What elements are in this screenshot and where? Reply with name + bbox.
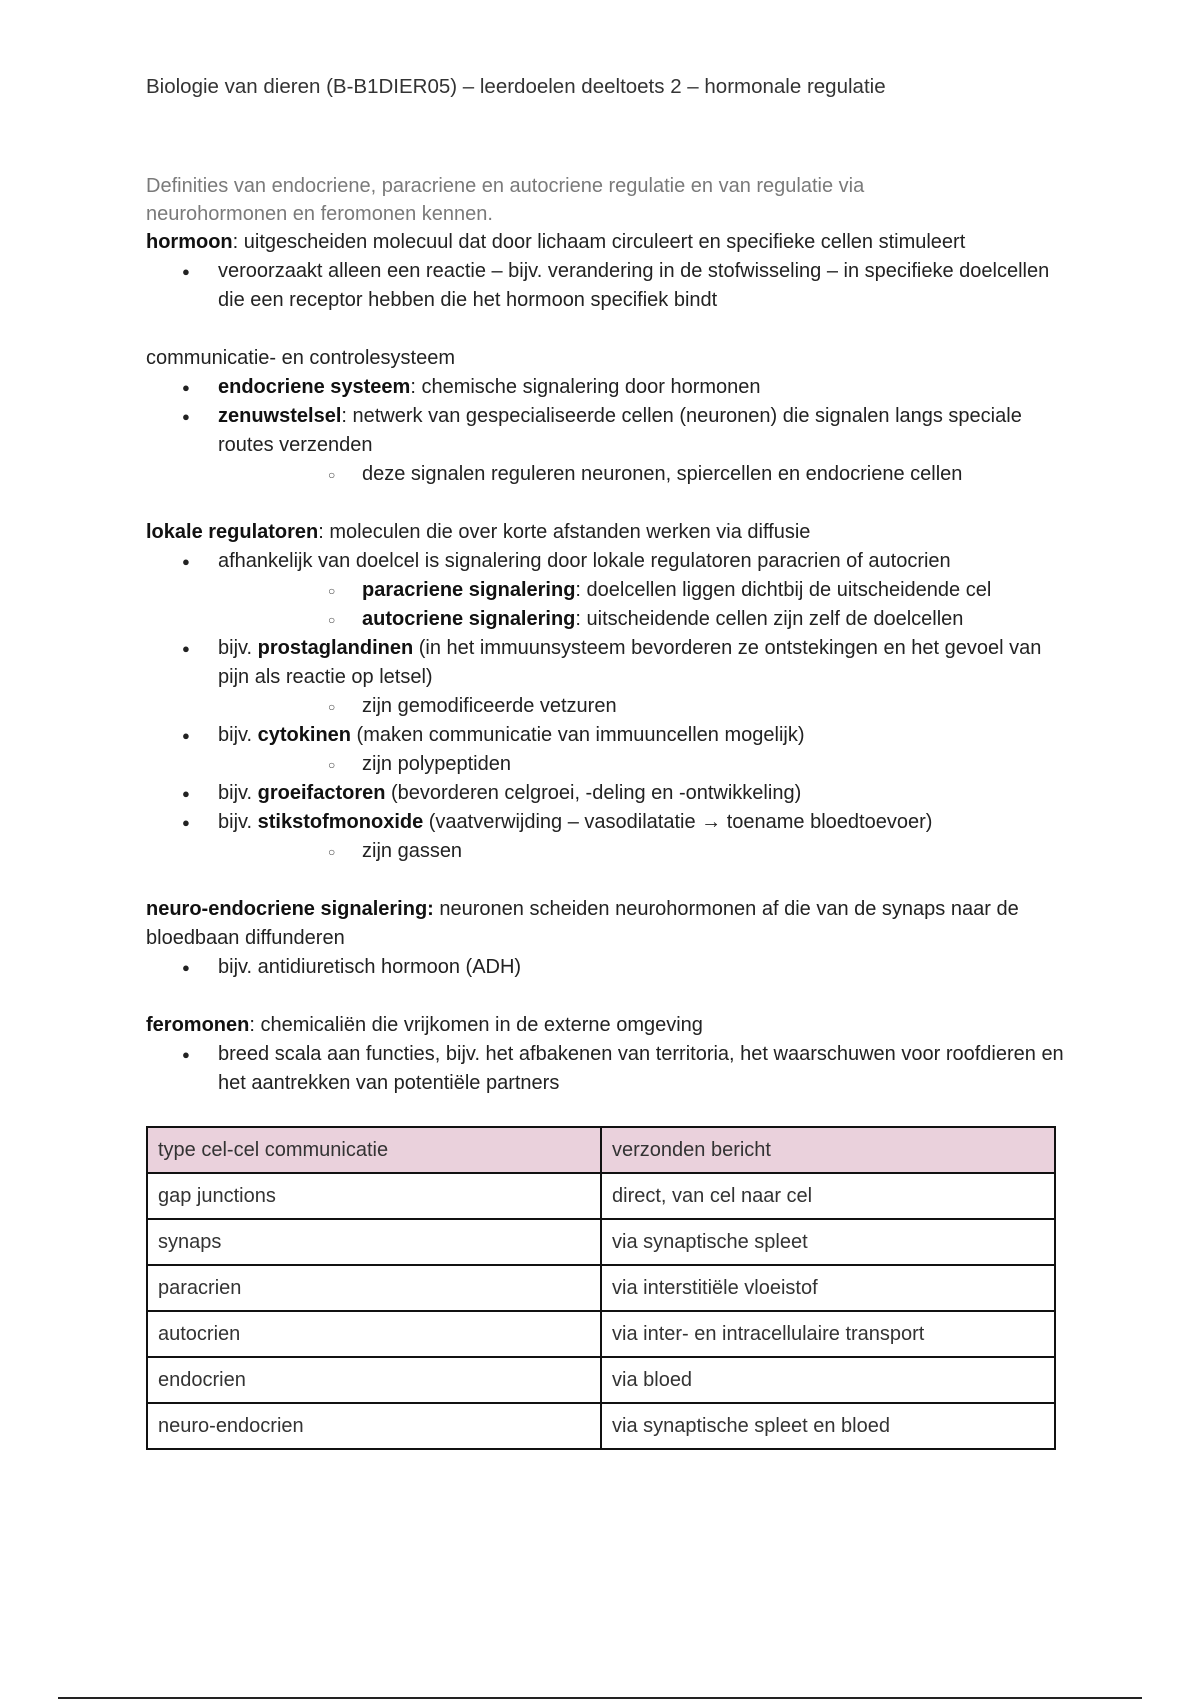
- table-cell: gap junctions: [147, 1173, 601, 1219]
- list-item: ● bijv. cytokinen (maken communicatie van immuuncellen mogelijk) ○ zijn polypeptiden: [146, 721, 1066, 779]
- table-cell: direct, van cel naar cel: [601, 1173, 1055, 1219]
- section-lokale-regulatoren: [146, 518, 1066, 866]
- section-communicatie: [146, 344, 1066, 489]
- table-row: [147, 1311, 1055, 1357]
- sub-list-item: ○ deze signalen reguleren neuronen, spiercellen en endocriene cellen: [290, 460, 1066, 489]
- list-item: ● endocriene systeem: chemische signalering door hormonen: [146, 373, 1066, 402]
- list-item: ● bijv. groeifactoren (bevorderen celgroei, -deling en -ontwikkeling): [146, 779, 1066, 808]
- definition-lokale-regulatoren: lokale regulatoren: moleculen die over korte afstanden werken via diffusie: [146, 521, 811, 543]
- list-item: ● breed scala aan functies, bijv. het afbakenen van territoria, het waarschuwen voor roofdieren en het aantrekken van potentiële partners: [146, 1040, 1066, 1098]
- list-item: ● afhankelijk van doelcel is signalering door lokale regulatoren paracrien of autocrien ○ paracriene signalering: doelcellen liggen dichtbij de uitscheidende cel ○ autocriene signalering: uitscheidende cellen zijn zelf de doelcellen: [146, 547, 1066, 634]
- table-cell: paracrien: [147, 1265, 601, 1311]
- communication-table: [146, 1126, 1056, 1450]
- table-row: [147, 1173, 1055, 1219]
- list-item: ● bijv. antidiuretisch hormoon (ADH): [146, 953, 1066, 982]
- definition-neuro-endocrien: neuro-endocriene signalering: neuronen scheiden neurohormonen af die van de synaps naar de bloedbaan diffunderen: [146, 898, 1019, 949]
- heading-communicatie: communicatie- en controlesysteem: [146, 347, 456, 369]
- table-cell: neuro-endocrien: [147, 1403, 601, 1449]
- definition-hormoon: hormoon: uitgescheiden molecuul dat door lichaam circuleert en specifieke cellen stimuleert: [146, 231, 966, 253]
- list-item: ● bijv. stikstofmonoxide (vaatverwijding – vasodilatatie → toename bloedtoevoer) ○ zijn gassen: [146, 808, 1066, 866]
- table-header-cell: verzonden bericht: [601, 1127, 1055, 1173]
- table-header-cell: type cel-cel communicatie: [147, 1127, 601, 1173]
- term-hormoon: hormoon: [146, 231, 233, 253]
- table-cell: via synaptische spleet en bloed: [601, 1403, 1055, 1449]
- sub-list-item: ○ zijn polypeptiden: [290, 750, 1066, 779]
- page-header: Biologie van dieren (B-B1DIER05) – leerdoelen deeltoets 2 – hormonale regulatie: [146, 75, 886, 98]
- table-row: [147, 1219, 1055, 1265]
- list-item: ● bijv. prostaglandinen (in het immuunsysteem bevorderen ze ontstekingen en het gevoel van pijn als reactie op letsel) ○ zijn gemodificeerde vetzuren: [146, 634, 1066, 721]
- table-cell: endocrien: [147, 1357, 601, 1403]
- section-neuro-endocrien: [146, 895, 1066, 982]
- sub-list-item: ○ paracriene signalering: doelcellen liggen dichtbij de uitscheidende cel: [290, 576, 1066, 605]
- sub-list-item: ○ autocriene signalering: uitscheidende cellen zijn zelf de doelcellen: [290, 605, 1066, 634]
- table-cell: via inter- en intracellulaire transport: [601, 1311, 1055, 1357]
- table-row: [147, 1265, 1055, 1311]
- learning-objective: Definities van endocriene, paracriene en autocriene regulatie en van regulatie via neurohormonen en feromonen kennen.: [146, 175, 865, 225]
- definition-feromonen: feromonen: chemicaliën die vrijkomen in de externe omgeving: [146, 1014, 703, 1036]
- table-cell: via interstitiële vloeistof: [601, 1265, 1055, 1311]
- table-cell: via synaptische spleet: [601, 1219, 1055, 1265]
- section-feromonen: [146, 1011, 1066, 1098]
- table-row: [147, 1357, 1055, 1403]
- sub-list-item: ○ zijn gassen: [290, 837, 1066, 866]
- table-header-row: [147, 1127, 1055, 1173]
- sub-list-item: ○ zijn gemodificeerde vetzuren: [290, 692, 1066, 721]
- section-hormoon: [146, 228, 1066, 315]
- footer-divider: [58, 1697, 1142, 1699]
- table-cell: autocrien: [147, 1311, 601, 1357]
- list-item: ● veroorzaakt alleen een reactie – bijv. verandering in de stofwisseling – in specifieke doelcellen die een receptor hebben die het hormoon specifiek bindt: [146, 257, 1066, 315]
- document-page: [146, 70, 1066, 1450]
- list-item: ● zenuwstelsel: netwerk van gespecialiseerde cellen (neuronen) die signalen langs speciale routes verzenden ○ deze signalen reguleren neuronen, spiercellen en endocriene cellen: [146, 402, 1066, 489]
- table-cell: via bloed: [601, 1357, 1055, 1403]
- table-row: [147, 1403, 1055, 1449]
- table-cell: synaps: [147, 1219, 601, 1265]
